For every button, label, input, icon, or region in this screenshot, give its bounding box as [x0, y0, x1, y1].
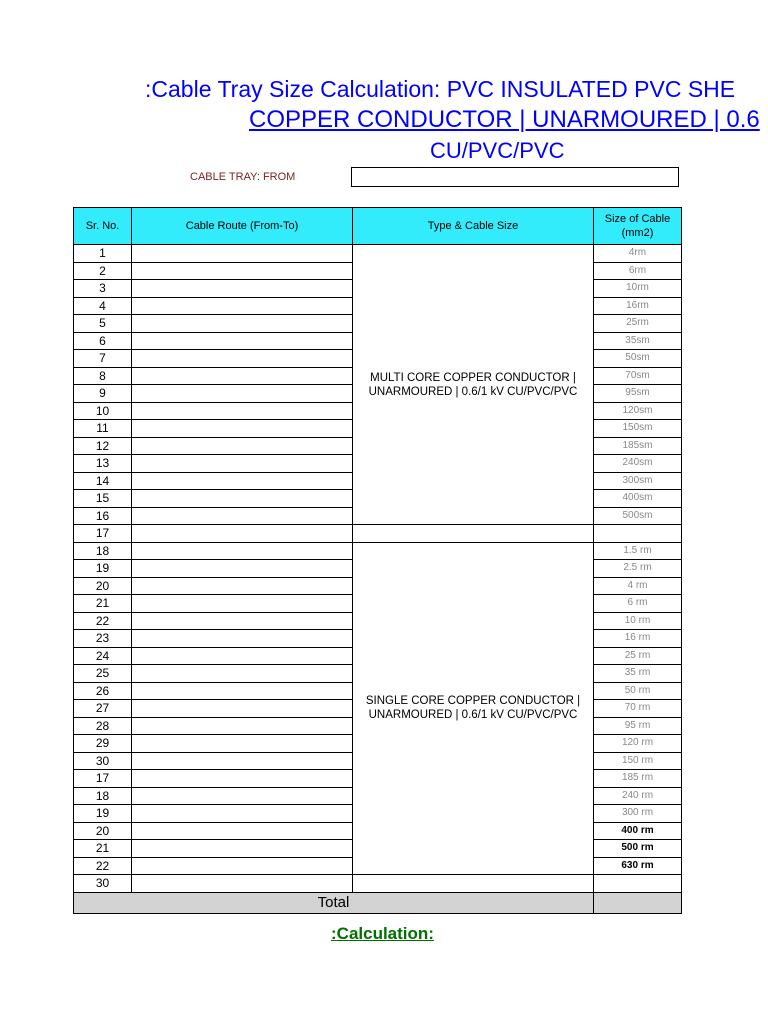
cable-size-cell: 16 rm — [594, 630, 682, 648]
sr-no-cell: 1 — [74, 245, 132, 263]
total-row — [74, 892, 682, 913]
cable-route-cell[interactable] — [132, 612, 353, 630]
cable-route-cell[interactable] — [132, 402, 353, 420]
cable-route-cell[interactable] — [132, 630, 353, 648]
sr-no-cell: 29 — [74, 735, 132, 753]
cable-route-cell[interactable] — [132, 490, 353, 508]
cable-size-cell: 70sm — [594, 367, 682, 385]
cable-size-cell: 300sm — [594, 472, 682, 490]
cable-size-cell: 240 rm — [594, 787, 682, 805]
cable-route-cell[interactable] — [132, 717, 353, 735]
cable-route-cell[interactable] — [132, 350, 353, 368]
sr-no-cell: 15 — [74, 490, 132, 508]
cable-route-cell[interactable] — [132, 857, 353, 875]
sr-no-cell: 27 — [74, 700, 132, 718]
sr-no-cell: 22 — [74, 612, 132, 630]
cable-size-cell: 70 rm — [594, 700, 682, 718]
sr-no-cell: 5 — [74, 315, 132, 333]
cable-route-cell[interactable] — [132, 595, 353, 613]
cable-size-cell: 185 rm — [594, 770, 682, 788]
cable-size-cell: 400 rm — [594, 822, 682, 840]
cable-route-cell[interactable] — [132, 542, 353, 560]
cable-route-cell[interactable] — [132, 245, 353, 263]
cable-size-cell: 35sm — [594, 332, 682, 350]
cable-route-cell[interactable] — [132, 315, 353, 333]
multi-core-type-cell: MULTI CORE COPPER CONDUCTOR | UNARMOURED | 0.6/1 kV CU/PVC/PVC — [353, 245, 594, 525]
sr-no-cell: 7 — [74, 350, 132, 368]
cable-size-cell: 10 rm — [594, 612, 682, 630]
cable-size-cell: 120sm — [594, 402, 682, 420]
cable-route-cell[interactable] — [132, 875, 353, 893]
sr-no-cell: 20 — [74, 577, 132, 595]
sr-no-cell: 21 — [74, 595, 132, 613]
cable-route-cell[interactable] — [132, 437, 353, 455]
sr-no-cell: 30 — [74, 875, 132, 893]
sr-no-cell: 19 — [74, 805, 132, 823]
cable-size-cell: 50sm — [594, 350, 682, 368]
cable-route-cell[interactable] — [132, 682, 353, 700]
cable-size-cell — [594, 525, 682, 543]
table-row — [74, 542, 682, 560]
cable-size-cell: 500 rm — [594, 840, 682, 858]
cable-route-cell[interactable] — [132, 577, 353, 595]
cable-route-cell[interactable] — [132, 367, 353, 385]
cable-route-cell[interactable] — [132, 805, 353, 823]
cable-size-cell: 500sm — [594, 507, 682, 525]
cable-route-cell[interactable] — [132, 332, 353, 350]
table-row — [74, 525, 682, 543]
sr-no-cell: 30 — [74, 752, 132, 770]
cable-size-cell: 95sm — [594, 385, 682, 403]
cable-route-cell[interactable] — [132, 385, 353, 403]
sr-no-cell: 10 — [74, 402, 132, 420]
cable-route-cell[interactable] — [132, 770, 353, 788]
header-sr-no: Sr. No. — [74, 208, 132, 245]
sr-no-cell: 19 — [74, 560, 132, 578]
sr-no-cell: 6 — [74, 332, 132, 350]
type-cell[interactable] — [353, 875, 594, 893]
cable-size-cell: 25 rm — [594, 647, 682, 665]
table-row — [74, 245, 682, 263]
sr-no-cell: 13 — [74, 455, 132, 473]
cable-size-cell: 240sm — [594, 455, 682, 473]
cable-route-cell[interactable] — [132, 787, 353, 805]
sr-no-cell: 9 — [74, 385, 132, 403]
sr-no-cell: 24 — [74, 647, 132, 665]
calculation-heading: :Calculation: — [331, 924, 434, 943]
cable-size-cell: 35 rm — [594, 665, 682, 683]
sr-no-cell: 16 — [74, 507, 132, 525]
sr-no-cell: 20 — [74, 822, 132, 840]
sr-no-cell: 4 — [74, 297, 132, 315]
sr-no-cell: 3 — [74, 280, 132, 298]
cable-route-cell[interactable] — [132, 420, 353, 438]
sr-no-cell: 18 — [74, 787, 132, 805]
cable-route-cell[interactable] — [132, 472, 353, 490]
cable-route-cell[interactable] — [132, 525, 353, 543]
cable-route-cell[interactable] — [132, 735, 353, 753]
sr-no-cell: 22 — [74, 857, 132, 875]
cable-route-cell[interactable] — [132, 507, 353, 525]
cable-size-cell: 120 rm — [594, 735, 682, 753]
cable-route-cell[interactable] — [132, 700, 353, 718]
title-line-2: COPPER CONDUCTOR | UNARMOURED | 0.6 — [249, 106, 760, 133]
cable-route-cell[interactable] — [132, 280, 353, 298]
cable-route-cell[interactable] — [132, 262, 353, 280]
cable-table — [73, 207, 682, 914]
sr-no-cell: 12 — [74, 437, 132, 455]
cable-route-cell[interactable] — [132, 647, 353, 665]
cable-size-cell: 2.5 rm — [594, 560, 682, 578]
cable-size-cell: 95 rm — [594, 717, 682, 735]
cable-size-cell: 16rm — [594, 297, 682, 315]
single-core-type-cell: SINGLE CORE COPPER CONDUCTOR | UNARMOURED | 0.6/1 kV CU/PVC/PVC — [353, 542, 594, 875]
cable-route-cell[interactable] — [132, 455, 353, 473]
table-row — [74, 875, 682, 893]
cable-size-cell: 50 rm — [594, 682, 682, 700]
header-size-of-cable: Size of Cable (mm2) — [594, 208, 682, 245]
cable-size-cell — [594, 875, 682, 893]
cable-size-cell: 25rm — [594, 315, 682, 333]
cable-route-cell[interactable] — [132, 560, 353, 578]
sr-no-cell: 23 — [74, 630, 132, 648]
title-line-3: CU/PVC/PVC — [430, 138, 565, 163]
header-cable-route: Cable Route (From-To) — [132, 208, 353, 245]
table-header-row — [74, 208, 682, 245]
cable-size-cell: 300 rm — [594, 805, 682, 823]
cable-size-cell: 4 rm — [594, 577, 682, 595]
cable-route-cell[interactable] — [132, 665, 353, 683]
sr-no-cell: 8 — [74, 367, 132, 385]
cable-size-cell: 150sm — [594, 420, 682, 438]
total-label: Total — [74, 892, 594, 913]
sr-no-cell: 28 — [74, 717, 132, 735]
sr-no-cell: 14 — [74, 472, 132, 490]
table-body — [74, 245, 682, 893]
cable-tray-label: CABLE TRAY: FROM — [190, 171, 296, 183]
cable-route-cell[interactable] — [132, 840, 353, 858]
cable-size-cell: 10rm — [594, 280, 682, 298]
sr-no-cell: 21 — [74, 840, 132, 858]
cable-size-cell: 6rm — [594, 262, 682, 280]
total-value-cell[interactable] — [594, 892, 682, 913]
sr-no-cell: 17 — [74, 525, 132, 543]
sr-no-cell: 2 — [74, 262, 132, 280]
type-cell[interactable] — [353, 525, 594, 543]
cable-size-cell: 400sm — [594, 490, 682, 508]
header-type-size: Type & Cable Size — [353, 208, 594, 245]
cable-size-cell: 185sm — [594, 437, 682, 455]
cable-tray-input[interactable] — [351, 167, 679, 187]
cable-size-cell: 6 rm — [594, 595, 682, 613]
sr-no-cell: 18 — [74, 542, 132, 560]
cable-size-cell: 1.5 rm — [594, 542, 682, 560]
title-line-1: :Cable Tray Size Calculation: PVC INSULATED PVC SHE — [145, 76, 736, 102]
cable-size-cell: 4rm — [594, 245, 682, 263]
cable-route-cell[interactable] — [132, 752, 353, 770]
cable-route-cell[interactable] — [132, 297, 353, 315]
sr-no-cell: 17 — [74, 770, 132, 788]
sr-no-cell: 26 — [74, 682, 132, 700]
cable-size-cell: 630 rm — [594, 857, 682, 875]
sr-no-cell: 25 — [74, 665, 132, 683]
sr-no-cell: 11 — [74, 420, 132, 438]
cable-route-cell[interactable] — [132, 822, 353, 840]
cable-size-cell: 150 rm — [594, 752, 682, 770]
